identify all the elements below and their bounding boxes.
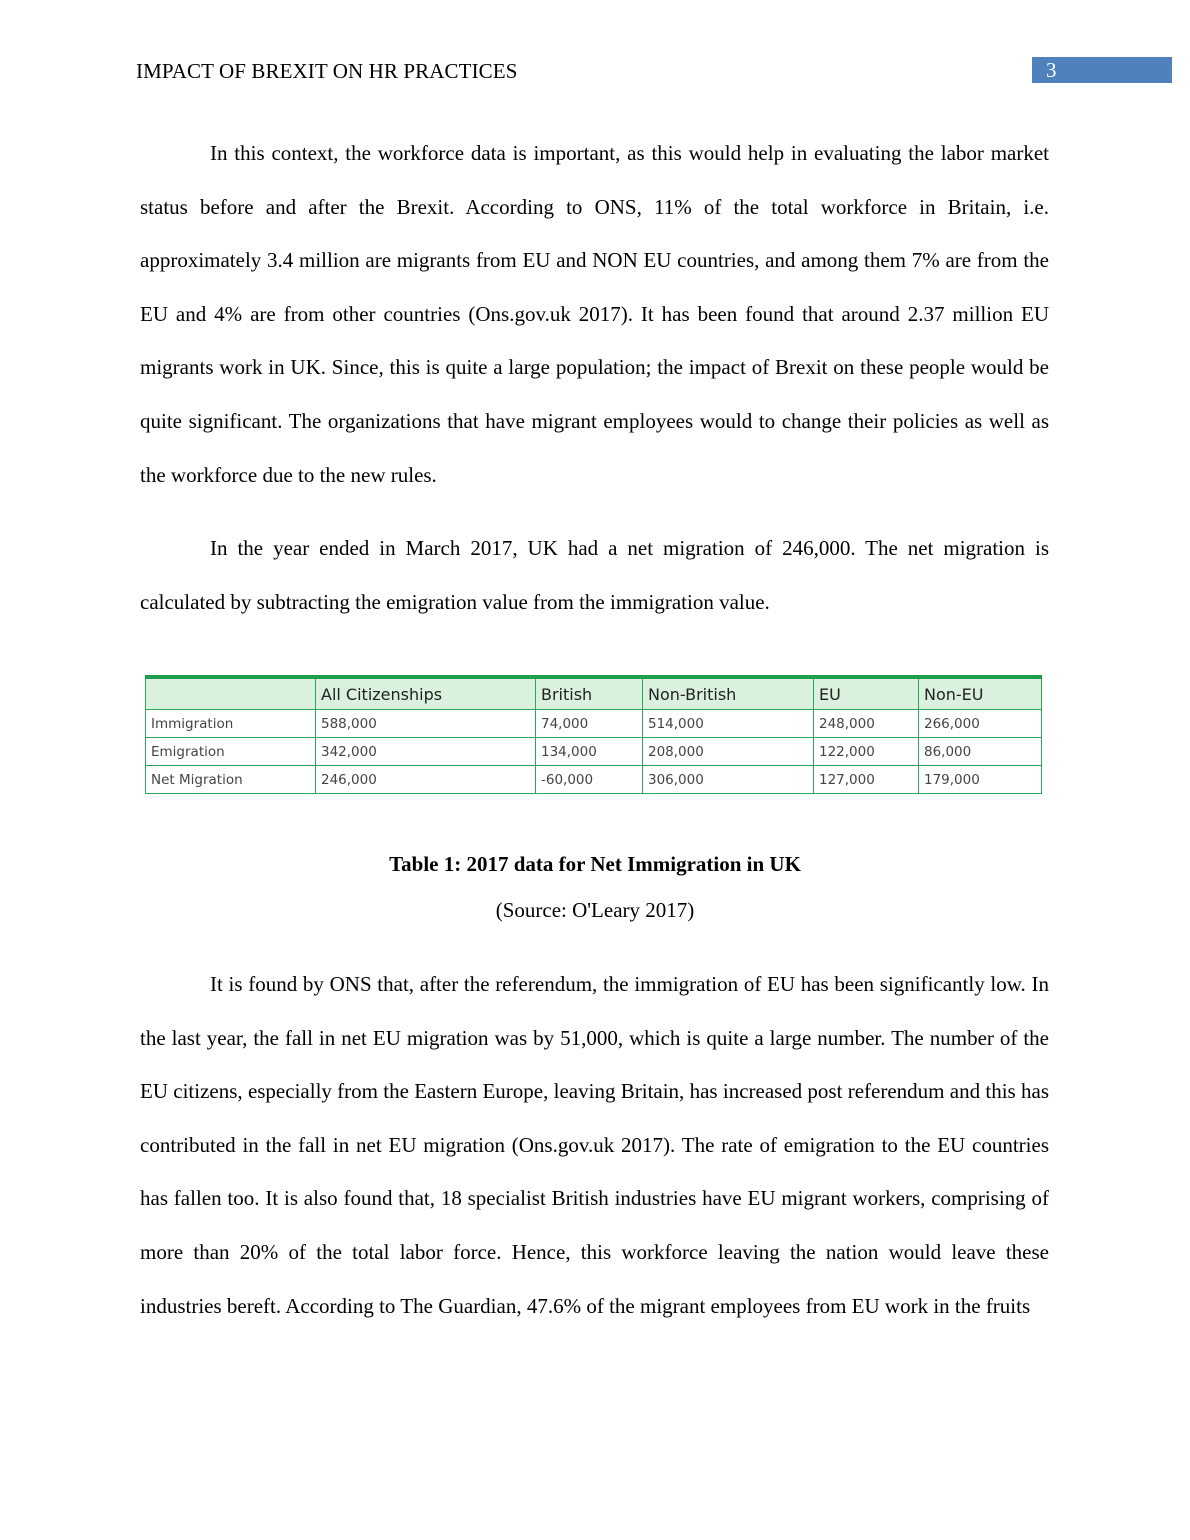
paragraph-referendum-impact [140,958,1049,1333]
table-cell: Emigration [146,738,316,766]
table-row [146,738,1042,766]
table-cell: 86,000 [919,738,1042,766]
table-cell: 179,000 [919,766,1042,794]
migration-table [145,675,1042,794]
table-header-row [146,677,1042,710]
table-cell: 248,000 [814,710,919,738]
table-cell: Immigration [146,710,316,738]
table-row [146,710,1042,738]
table-cell: 127,000 [814,766,919,794]
table-cell: 588,000 [316,710,536,738]
table-cell: -60,000 [536,766,643,794]
table-header-cell: British [536,677,643,710]
table-cell: 134,000 [536,738,643,766]
table-cell: 122,000 [814,738,919,766]
paragraph-text: In this context, the workforce data is important, as this would help in evaluating the labor market status before and after the Brexit. According to ONS, 11% of the total workforce in Britain, i.e. approximately 3.4 million are migrants from EU and NON EU countries, and among them 7% are from the EU and 4% are from other countries (Ons.gov.uk 2017). It has been found that around 2.37 million EU migrants work in UK. Since, this is quite a large population; the impact of Brexit on these people would be quite significant. The organizations that have migrant employees would to change their policies as well as the workforce due to the new rules. [140,141,1049,487]
migration-table-container [145,675,1041,794]
paragraph-workforce-data [140,127,1049,502]
table-cell: 514,000 [643,710,814,738]
table-cell: 246,000 [316,766,536,794]
table-cell: 208,000 [643,738,814,766]
table-cell: 266,000 [919,710,1042,738]
table-header-cell: All Citizenships [316,677,536,710]
table-caption-title: Table 1: 2017 data for Net Immigration in UK [389,852,801,876]
paragraph-text: It is found by ONS that, after the referendum, the immigration of EU has been significantly low. In the last year, the fall in net EU migration was by 51,000, which is quite a large number. The number of the EU citizens, especially from the Eastern Europe, leaving Britain, has increased post referendum and this has contributed in the fall in net EU migration (Ons.gov.uk 2017). The rate of emigration to the EU countries has fallen too. It is also found that, 18 specialist British industries have EU migrant workers, comprising of more than 20% of the total labor force. Hence, this workforce leaving the nation would leave these industries bereft. According to The Guardian, 47.6% of the migrant employees from EU work in the fruits [140,972,1049,1318]
table-header-cell: EU [814,677,919,710]
table-cell: 74,000 [536,710,643,738]
page-number: 3 [1032,57,1172,83]
table-cell: 306,000 [643,766,814,794]
paragraph-net-migration [140,522,1049,629]
table-row [146,766,1042,794]
table-header-cell [146,677,316,710]
table-cell: 342,000 [316,738,536,766]
table-cell: Net Migration [146,766,316,794]
paragraph-text: In the year ended in March 2017, UK had a net migration of 246,000. The net migration is calculated by subtracting the emigration value from the immigration value. [140,536,1049,614]
running-head: IMPACT OF BREXIT ON HR PRACTICES [136,59,518,83]
table-header-cell: Non-British [643,677,814,710]
table-caption-source: (Source: O'Leary 2017) [495,898,695,922]
table-header-cell: Non-EU [919,677,1042,710]
